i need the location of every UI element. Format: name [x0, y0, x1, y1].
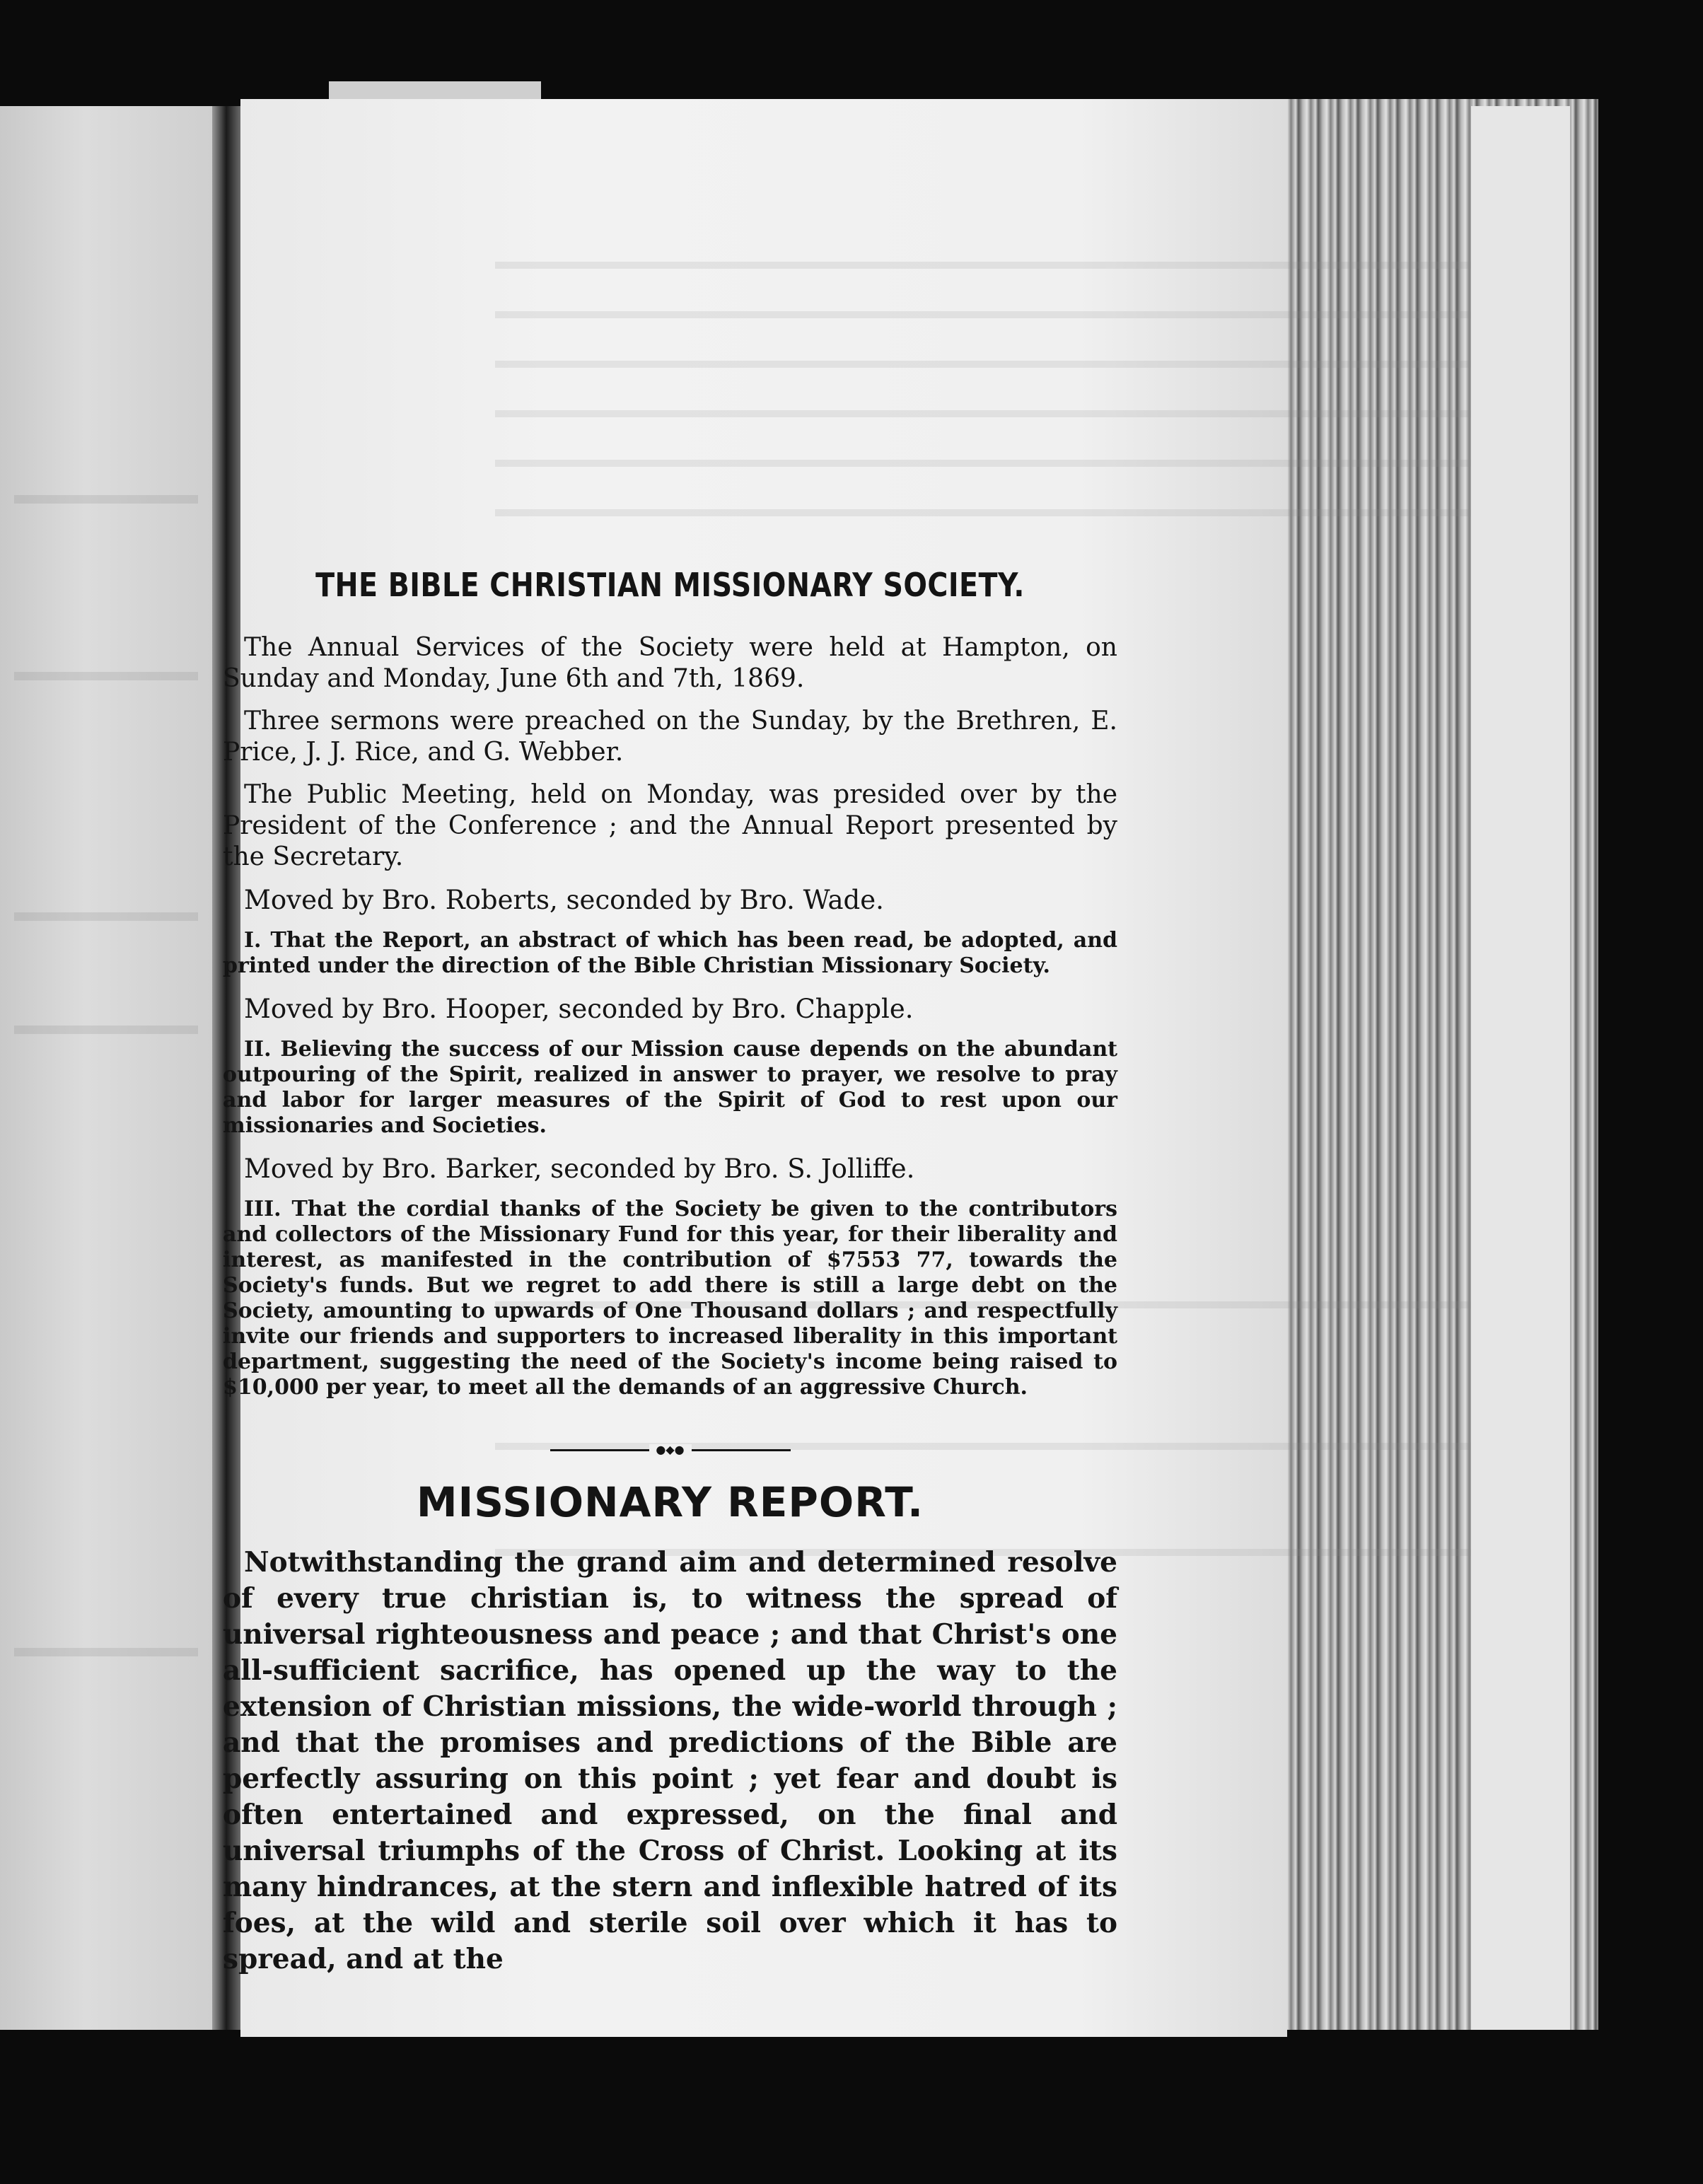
resolution-text: III. That the cordial thanks of the Society be given to the contributors and collectors of the Missionary Fund for this year, for their liberality and interest, as manifested in the contribution of $7553 77, towards the Society's funds. But we regret to add there is still a large debt on the Society, amounting to upwards of One Thousand dollars ; and respectfully invite our friends and supporters to increased liberality in this important department, suggesting the need of the Society's income being raised to $10,000 per year, to meet all the demands of an aggressive Church.	[223, 1197, 1117, 1400]
bleed-through-text	[14, 1026, 198, 1034]
bleed-through-text	[14, 1648, 198, 1656]
bleed-through-text	[14, 912, 198, 921]
resolution-text: II. Believing the success of our Mission cause depends on the abundant outpouring of the Spirit, realized in answer to prayer, we resolve to pray and labor for larger measures of the Spirit of God to rest upon our missionaries and Societies.	[223, 1037, 1117, 1138]
bleed-through-text	[495, 311, 1471, 318]
document-page	[223, 99, 1287, 2037]
intro-paragraph: The Public Meeting, held on Monday, was presided over by the President of the Conference ; and the Annual Report presented by the Secretary.	[223, 780, 1117, 871]
bleed-through-text	[495, 361, 1471, 368]
society-title: THE BIBLE CHRISTIAN MISSIONARY SOCIETY.	[315, 566, 1025, 604]
intro-paragraph: The Annual Services of the Society were held at Hampton, on Sunday and Monday, June 6th and 7th, 1869.	[223, 633, 1117, 693]
bleed-through-text	[14, 495, 198, 504]
motion-mover: Moved by Bro. Barker, seconded by Bro. S. Jolliffe.	[244, 1154, 915, 1184]
intro-paragraph: Three sermons were preached on the Sunday, by the Brethren, E. Price, J. J. Rice, and G. Webber.	[223, 707, 1117, 767]
page-content	[223, 566, 1117, 1977]
bleed-through-text	[495, 509, 1471, 516]
motion-mover: Moved by Bro. Roberts, seconded by Bro. Wade.	[244, 885, 884, 915]
book-cover-edge	[1471, 106, 1570, 2030]
bleed-through-text	[495, 410, 1471, 417]
bleed-through-text	[495, 460, 1471, 467]
divider-ornament: ●◆●	[649, 1444, 692, 1456]
report-paragraph: Notwithstanding the grand aim and determined resolve of every true christian is, to witness the spread of universal righteousness and peace ; and that Christ's one all-sufficient sacrifice, has opened up the way to the extension of Christian missions, the wide-world through ; and that the promises and predictions of the Bible are perfectly assuring on this point ; yet fear and doubt is often entertained and expressed, on the final and universal triumphs of the Cross of Christ. Looking at its many hindrances, at the stern and inflexible hatred of its foes, at the wild and sterile soil over which it has to spread, and at the	[223, 1546, 1117, 1975]
previous-page	[0, 106, 212, 2030]
section-divider	[550, 1443, 791, 1457]
report-title: MISSIONARY REPORT.	[416, 1478, 924, 1526]
resolution-text: I. That the Report, an abstract of which has been read, be adopted, and printed under the direction of the Bible Christian Missionary Society.	[223, 928, 1117, 978]
bleed-through-text	[14, 672, 198, 680]
motion-mover: Moved by Bro. Hooper, seconded by Bro. Chapple.	[244, 994, 914, 1024]
bleed-through-text	[495, 262, 1471, 269]
